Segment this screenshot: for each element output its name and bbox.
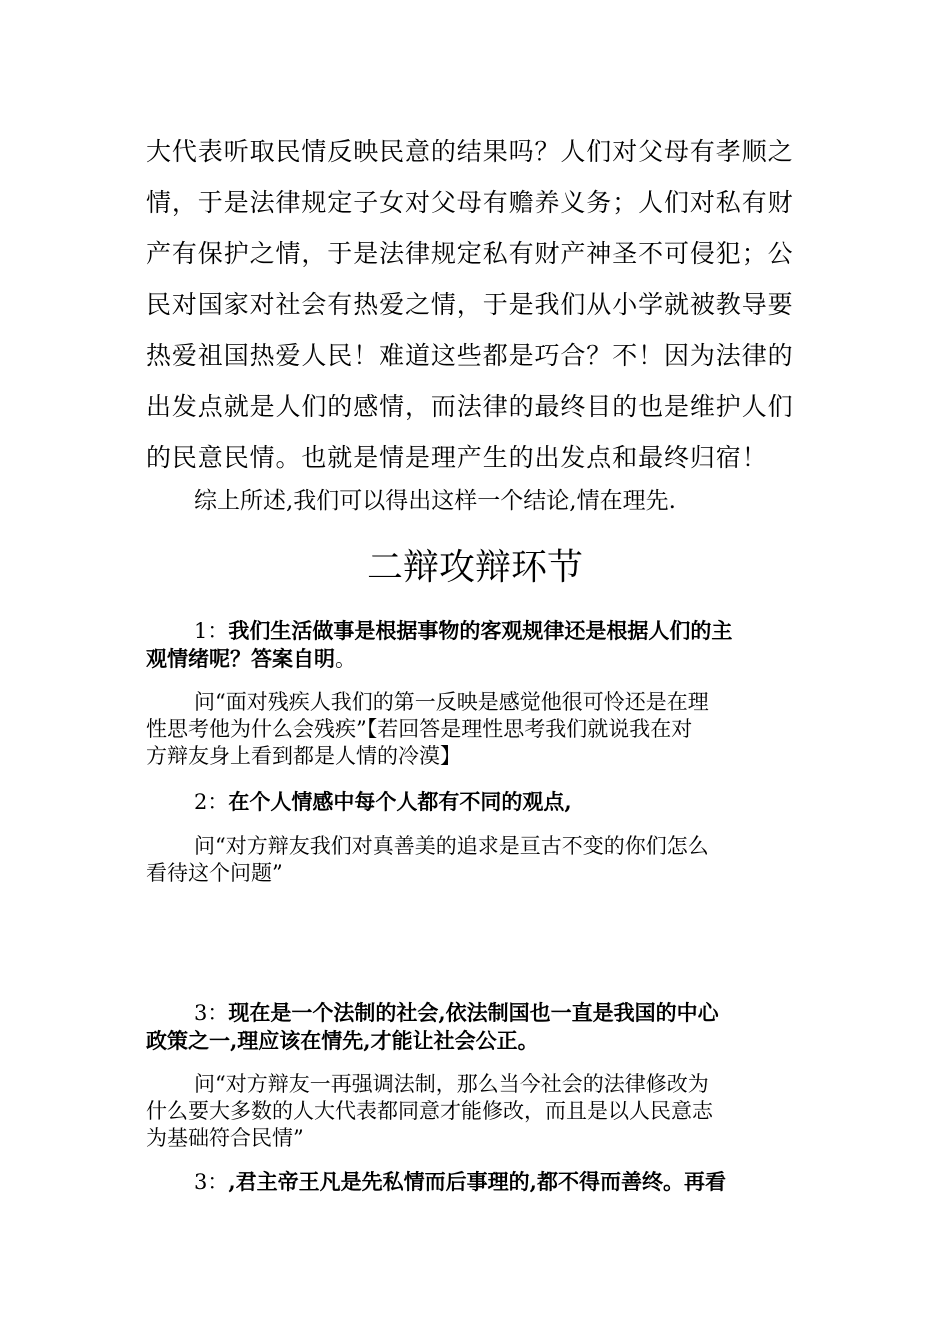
intro-line: 情，于是法律规定子女对父母有赡养义务；人们对私有财 (146, 188, 794, 217)
point-number: 3： (194, 1170, 229, 1194)
point-text: ,君主帝王凡是先私情而后事理的,都不得而善终。再看 (228, 1169, 726, 1194)
question-line: 问“对方辩友一再强调法制，那么当今社会的法律修改为 (194, 1072, 709, 1096)
point-number: 2： (194, 790, 229, 814)
intro-line: 产有保护之情，于是法律规定私有财产神圣不可侵犯；公 (146, 239, 794, 268)
conclusion-text: 综上所述,我们可以得出这样一个结论,情在理先. (194, 488, 676, 514)
intro-line: 出发点就是人们的感情，而法律的最终目的也是维护人们 (146, 392, 794, 421)
argument-point-4 (146, 1168, 812, 1196)
question-1 (146, 689, 812, 770)
point-number: 1： (194, 619, 229, 643)
question-line: 方辩友身上看到都是人情的冷漠】 (146, 744, 461, 768)
point-text: 政策之一,理应该在情先,才能让社会公正。 (146, 1028, 539, 1053)
question-2 (146, 833, 812, 887)
question-3 (146, 1071, 812, 1152)
point-text: 现在是一个法制的社会,依法制国也一直是我国的中心 (228, 1000, 719, 1025)
argument-point-2 (146, 788, 812, 816)
intro-line: 大代表听取民情反映民意的结果吗？人们对父母有孝顺之 (146, 137, 794, 166)
question-line: 为基础符合民情” (146, 1126, 304, 1150)
question-line: 看待这个问题” (146, 861, 283, 885)
intro-line: 民对国家对社会有热爱之情，于是我们从小学就被教导要 (146, 290, 794, 319)
point-text: 我们生活做事是根据事物的客观规律还是根据人们的主 (228, 618, 733, 643)
point-text: 观情绪呢？答案自明 (146, 646, 335, 671)
point-text: 在个人情感中每个人都有不同的观点, (228, 789, 572, 814)
argument-point-1 (146, 617, 812, 673)
question-line: 什么要大多数的人大代表都同意才能修改，而且是以人民意志 (146, 1099, 713, 1123)
intro-line: 的民意民情。也就是情是理产生的出发点和最终归宿！ (146, 443, 768, 472)
question-line: 性思考他为什么会残疾”【若回答是理性思考我们就说我在对 (146, 717, 693, 741)
intro-line: 热爱祖国热爱人民！难道这些都是巧合？不！因为法律的 (146, 341, 794, 370)
question-line: 问“对方辩友我们对真善美的追求是亘古不变的你们怎么 (194, 834, 709, 858)
intro-paragraph (146, 126, 812, 483)
point-number: 3： (194, 1001, 229, 1025)
point-text-tail: 。 (335, 647, 356, 671)
section-heading: 二辩攻辩环节 (366, 547, 583, 588)
question-line: 问“面对残疾人我们的第一反映是感觉他很可怜还是在理 (194, 690, 709, 714)
argument-point-3 (146, 999, 812, 1054)
